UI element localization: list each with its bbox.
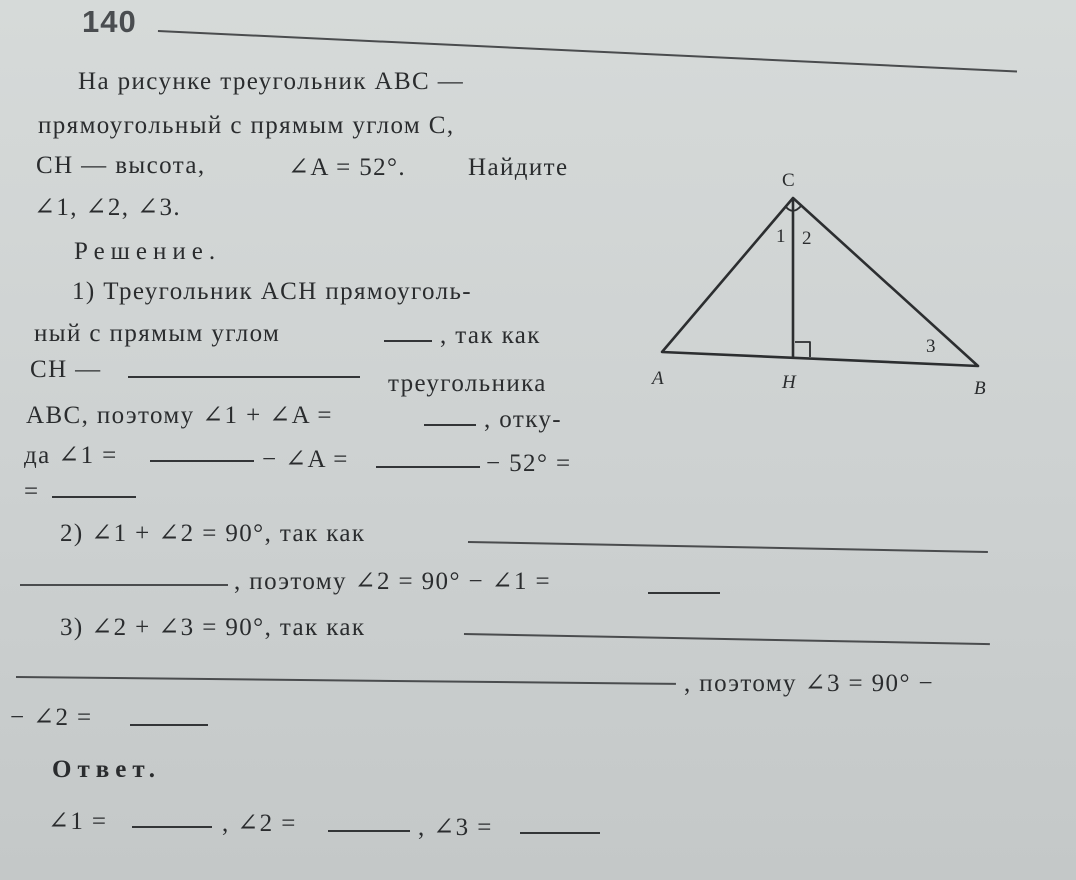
step1-line-3a: CH — — [30, 356, 102, 383]
step1-line-1: 1) Треугольник ACH прямоуголь- — [72, 278, 472, 305]
problem-line-2: прямоугольный с прямым углом C, — [38, 112, 455, 139]
step1-line-4a: ABC, поэтому ∠1 + ∠A = — [26, 402, 333, 429]
problem-line-3a: CH — высота, — [36, 152, 206, 179]
step2-line-2: , поэтому ∠2 = 90° − ∠1 = — [234, 568, 552, 595]
problem-line-4: ∠1, ∠2, ∠3. — [34, 194, 181, 221]
step1-line-5b: − ∠A = — [262, 446, 349, 473]
answer-angle-3: , ∠3 = — [418, 814, 493, 841]
step1-line-5c: − 52° = — [486, 450, 572, 477]
answer-angle-2: , ∠2 = — [222, 810, 297, 837]
step1-line-2a: ный с прямым углом — [34, 320, 281, 347]
problem-line-3b: ∠A = 52°. — [288, 154, 407, 181]
step3-line-3: − ∠2 = — [10, 704, 93, 731]
vertex-label-b: B — [974, 378, 986, 399]
vertex-label-c: C — [782, 170, 795, 191]
angle-label-3: 3 — [926, 336, 936, 357]
step1-line-6: = — [24, 478, 40, 505]
right-angle-mark-h — [795, 342, 810, 357]
angle-label-2: 2 — [802, 228, 812, 249]
step1-line-2b: , так как — [440, 322, 541, 349]
angle-label-1: 1 — [776, 226, 786, 247]
vertex-label-a: A — [652, 368, 664, 389]
step1-line-4b: , отку- — [484, 406, 563, 433]
step1-line-3b: треугольника — [388, 370, 547, 397]
problem-line-3c: Найдите — [468, 154, 569, 181]
step2-line-1: 2) ∠1 + ∠2 = 90°, так как — [60, 520, 366, 547]
step3-line-1: 3) ∠2 + ∠3 = 90°, так как — [60, 614, 366, 641]
answer-angle-1: ∠1 = — [48, 808, 108, 835]
step1-line-5a: да ∠1 = — [24, 442, 118, 469]
vertex-label-h: H — [782, 372, 796, 393]
solution-heading: Решение. — [74, 238, 222, 265]
step3-line-2: , поэтому ∠3 = 90° − — [684, 670, 934, 697]
answer-heading: Ответ. — [52, 756, 161, 783]
problem-line-1: На рисунке треугольник ABC — — [78, 68, 465, 95]
page-number: 140 — [82, 4, 137, 39]
